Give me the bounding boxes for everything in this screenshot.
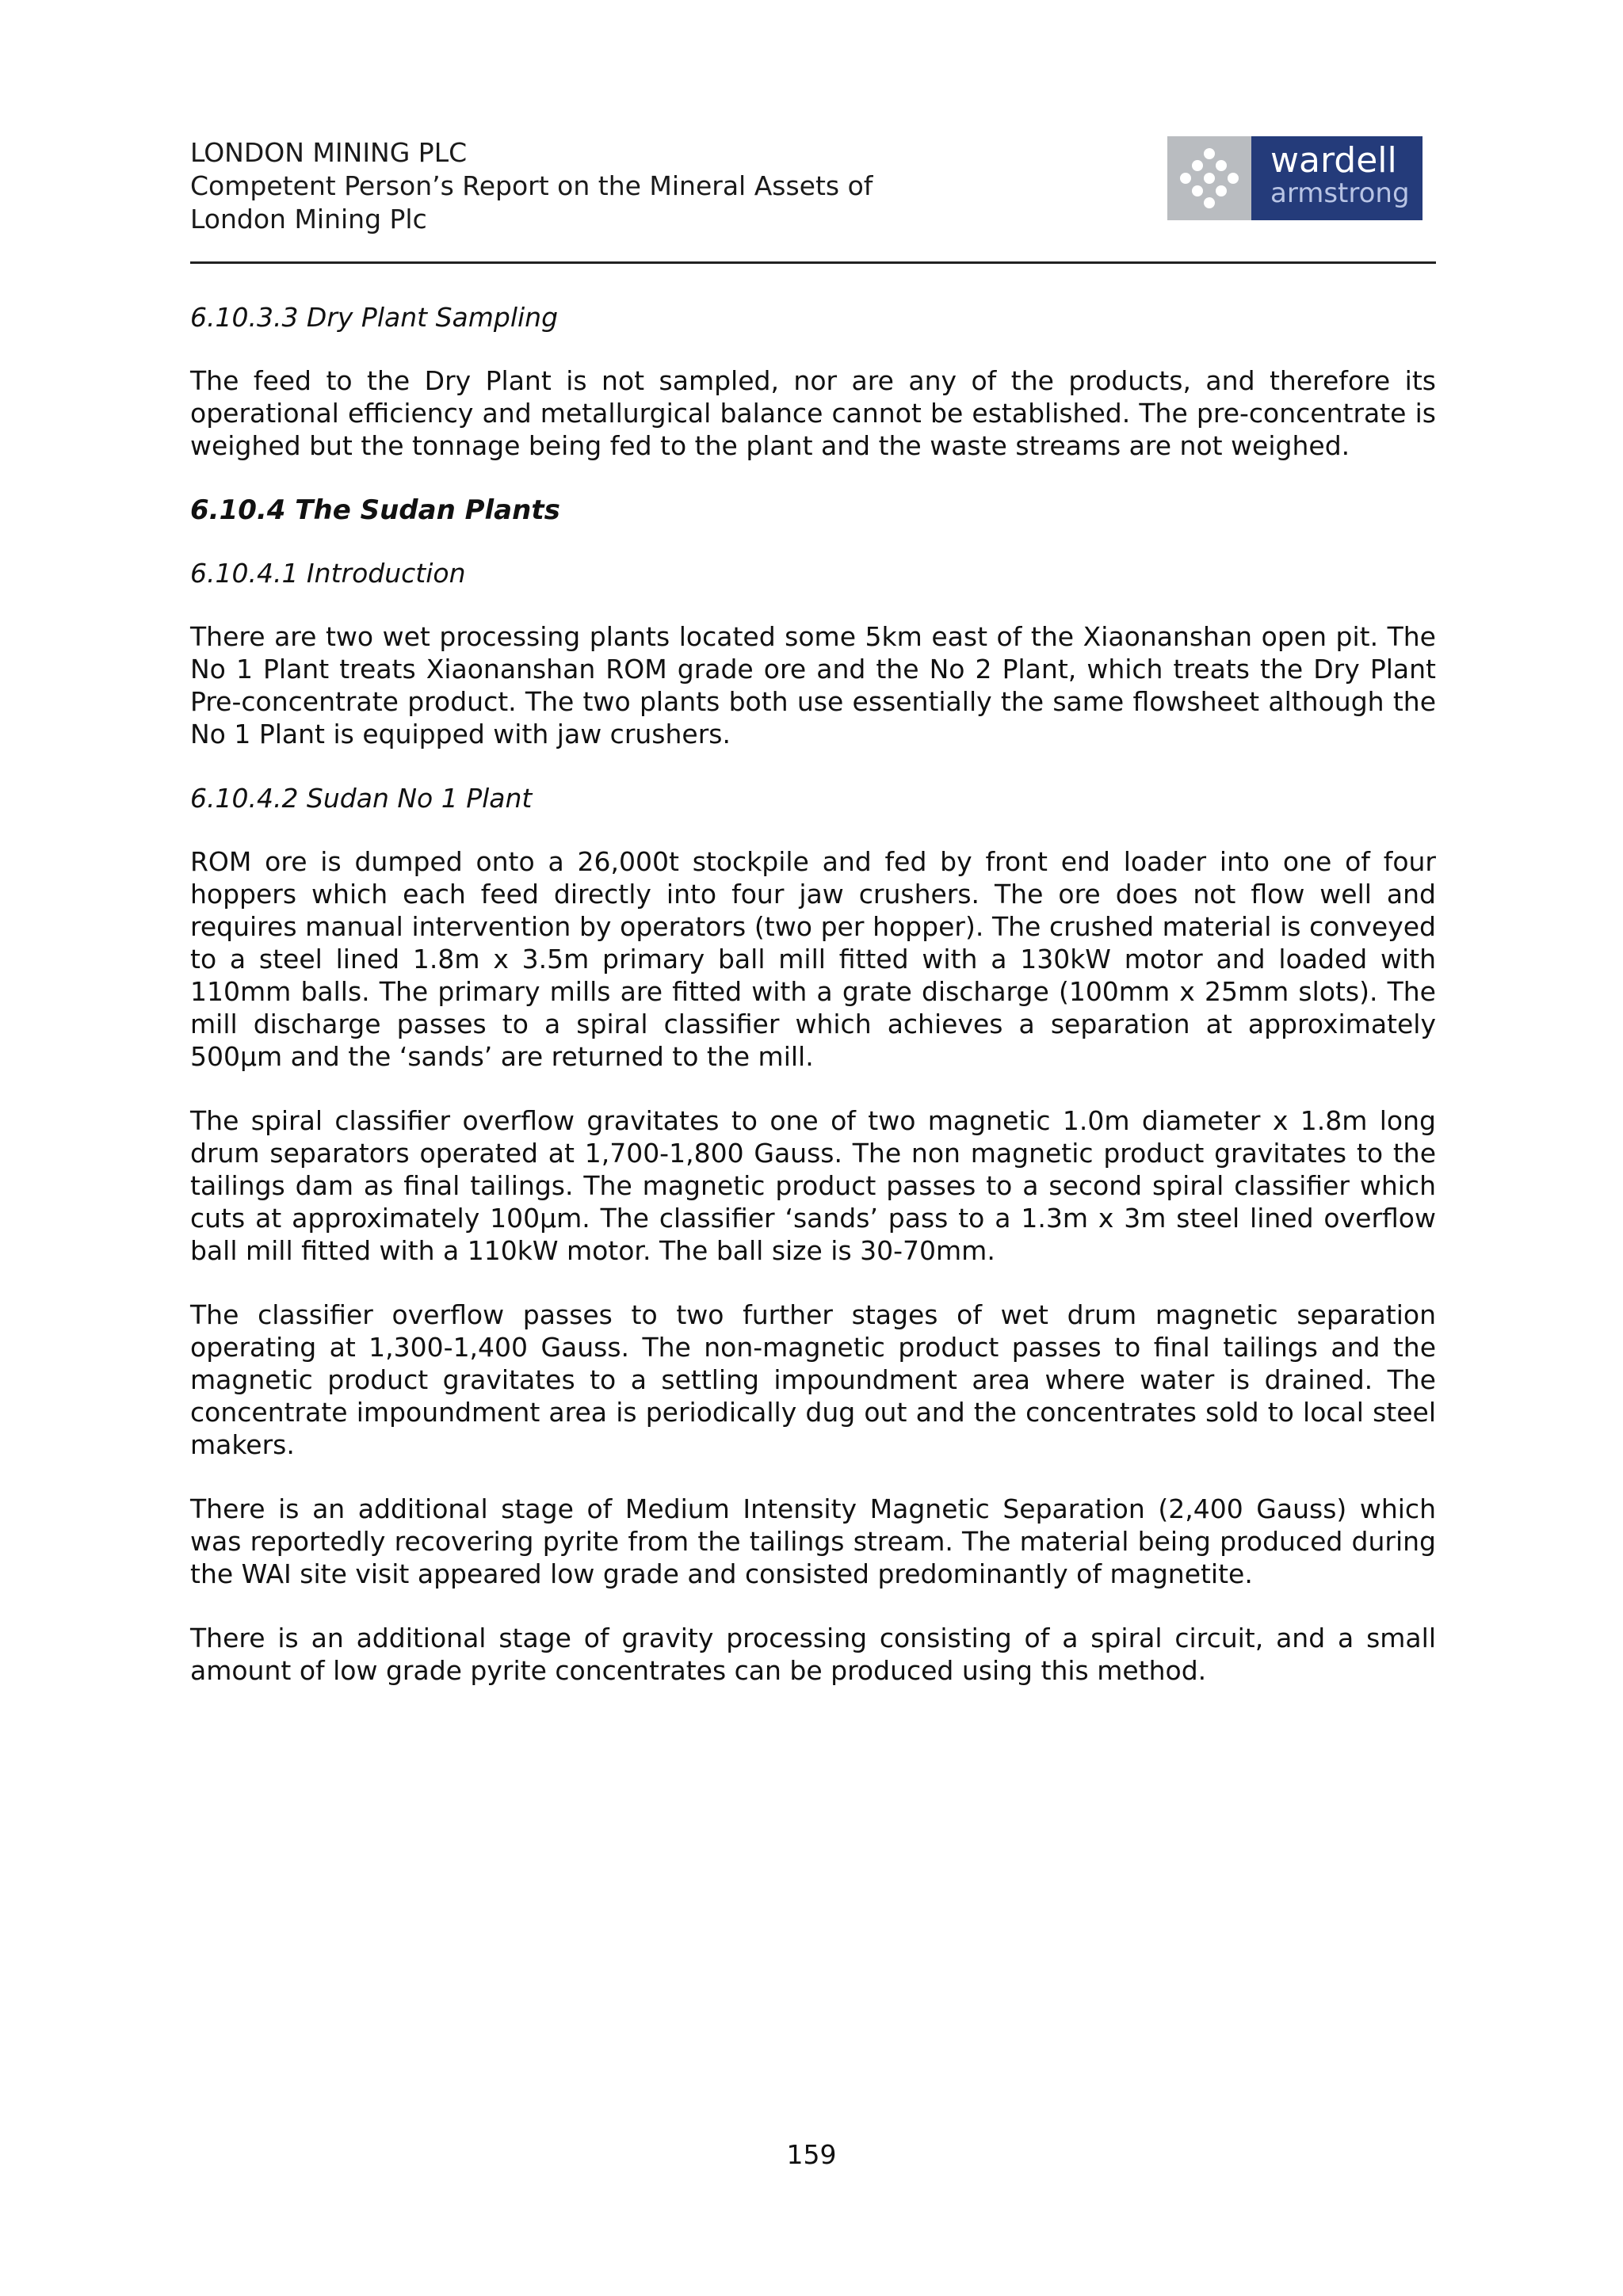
heading-dry-plant-sampling: 6.10.3.3 Dry Plant Sampling [190, 302, 559, 333]
header-text [190, 136, 873, 236]
paragraph-introduction: There are two wet processing plants located some 5km east of the Xiaonanshan open pit. The No 1 Plant treats Xiaonanshan ROM grade ore and the No 2 Plant, which treats the Dry Plant Pre-concentrate product. The two plants both use essentially the same flowsheet although the No 1 Plant is equipped with jaw crushers. [190, 621, 1436, 749]
logo-word-armstrong: armstrong [1270, 177, 1410, 209]
logo-wordmark [1251, 136, 1423, 220]
page-header [190, 136, 1434, 263]
paragraph-gravity-processing: There is an additional stage of gravity processing consisting of a spiral circuit, and a small amount of low grade pyrite concentrates can be produced using this method. [190, 1623, 1436, 1686]
paragraph-spiral-classifier: The spiral classifier overflow gravitates to one of two magnetic 1.0m diameter x 1.8m long drum separators operated at 1,700-1,800 Gauss. The non magnetic product gravitates to the tailings dam as final tailings. The magnetic product passes to a second spiral classifier which cuts at approximately 100µm. The classifier ‘sands’ pass to a 1.3m x 3m steel lined overflow ball mill fitted with a 110kW motor. The ball size is 30-70mm. [190, 1105, 1436, 1266]
header-company: LONDON MINING PLC [190, 137, 468, 168]
paragraph-classifier-overflow: The classifier overflow passes to two further stages of wet drum magnetic separation operating at 1,300-1,400 Gauss. The non-magnetic product passes to final tailings and the magnetic product gravitates to a settling impoundment area where water is drained. The concentrate impoundment area is periodically dug out and the concentrates sold to local steel makers. [190, 1299, 1436, 1460]
wardell-armstrong-logo [1167, 136, 1423, 220]
paragraph-medium-intensity: There is an additional stage of Medium Intensity Magnetic Separation (2,400 Gauss) which was reportedly recovering pyrite from the tailings stream. The material being produced during the WAI site visit appeared low grade and consisted predominantly of magnetite. [190, 1493, 1436, 1589]
heading-sudan-plants: 6.10.4 The Sudan Plants [190, 494, 560, 526]
heading-introduction: 6.10.4.1 Introduction [190, 558, 466, 589]
page-content [190, 301, 1436, 1718]
logo-word-wardell: wardell [1270, 140, 1397, 181]
header-report-title: Competent Person’s Report on the Mineral Assets of [190, 170, 873, 201]
header-divider [190, 261, 1436, 264]
page-number: 159 [786, 2139, 837, 2170]
logo-diamond-icon [1167, 136, 1251, 220]
paragraph-rom-ore: ROM ore is dumped onto a 26,000t stockpile and fed by front end loader into one of four hoppers which each feed directly into four jaw crushers. The ore does not flow well and requires manual intervention by operators (two per hopper). The crushed material is conveyed to a steel lined 1.8m x 3.5m primary ball mill fitted with a 130kW motor and loaded with 110mm balls. The primary mills are fitted with a grate discharge (100mm x 25mm slots). The mill discharge passes to a spiral classifier which achieves a separation at approximately 500µm and the ‘sands’ are returned to the mill. [190, 846, 1436, 1072]
header-report-subject: London Mining Plc [190, 204, 427, 235]
paragraph-dry-plant-sampling: The feed to the Dry Plant is not sampled, nor are any of the products, and therefore its operational efficiency and metallurgical balance cannot be established. The pre-concentrate is weighed but the tonnage being fed to the plant and the waste streams are not weighed. [190, 365, 1436, 461]
heading-sudan-no1-plant: 6.10.4.2 Sudan No 1 Plant [190, 783, 533, 814]
